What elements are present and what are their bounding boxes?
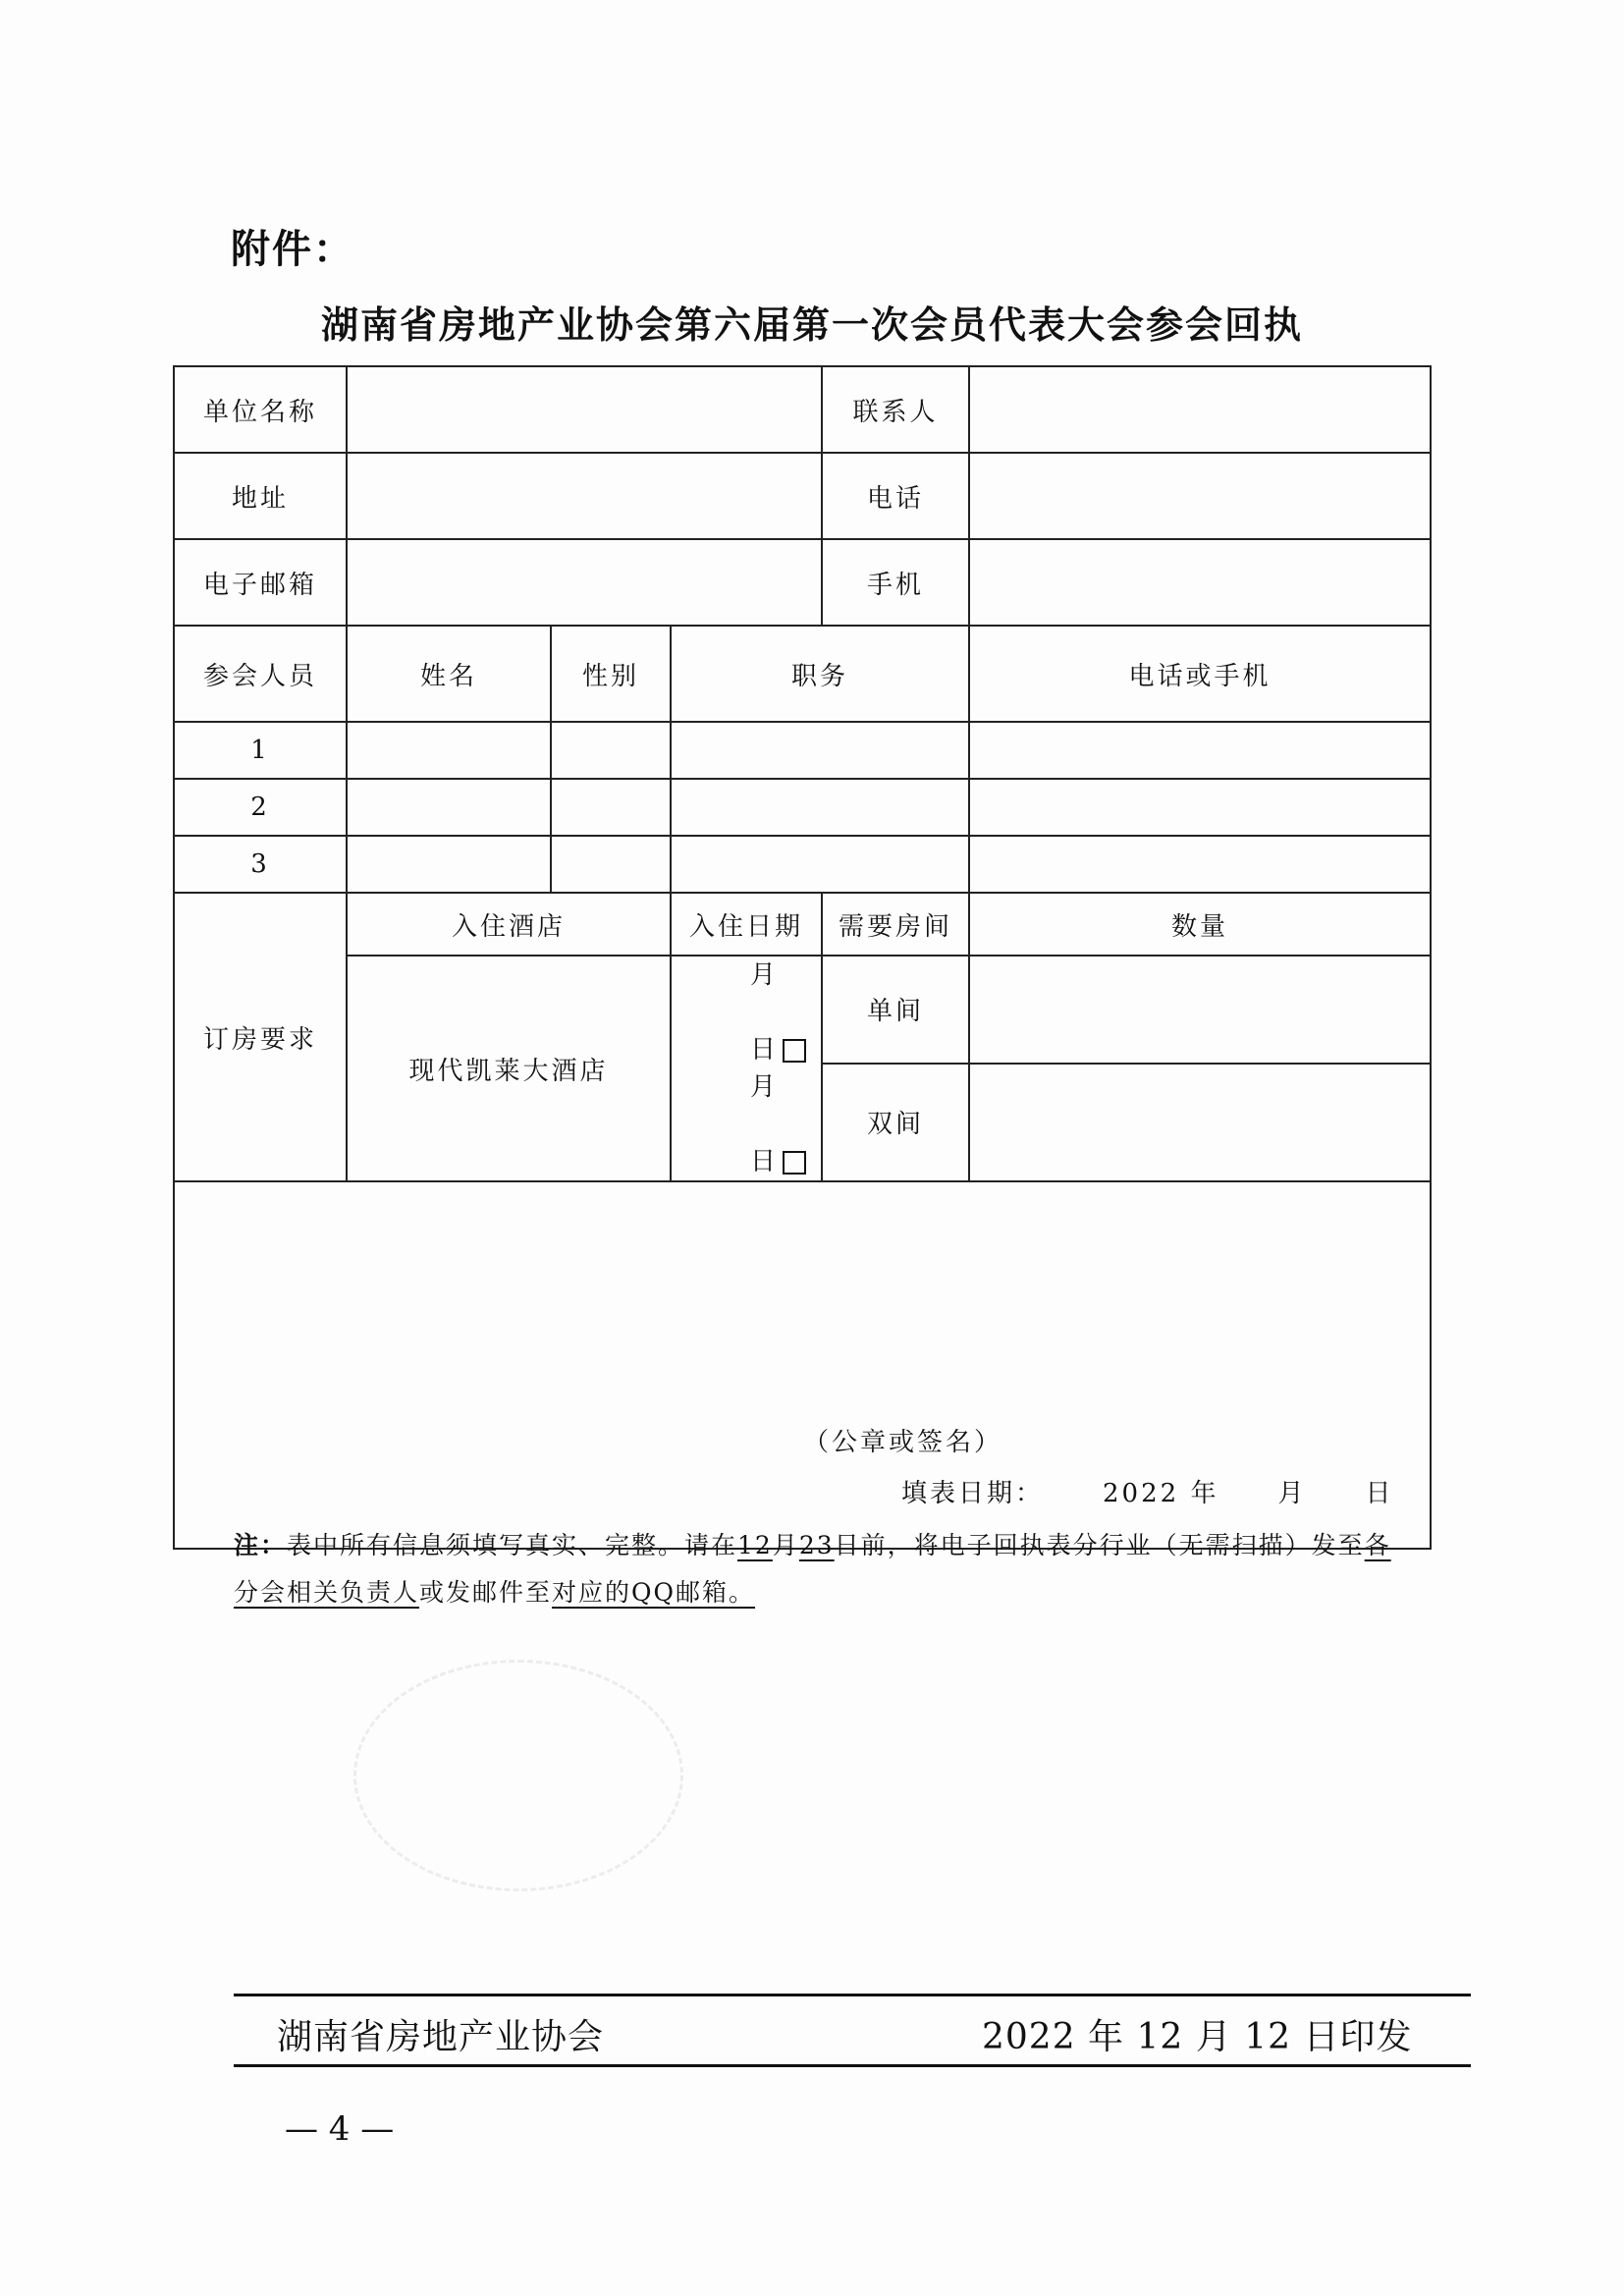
note-text-1: 表中所有信息须填写真实、完整。请在 — [287, 1531, 738, 1559]
attendees-header-row — [174, 626, 1431, 722]
email-target: 对应的QQ邮箱。 — [552, 1578, 756, 1607]
checkbox[interactable] — [783, 1039, 806, 1063]
fill-day: 日 — [1365, 1479, 1394, 1508]
mobile-field[interactable] — [969, 539, 1431, 626]
attendees-label: 参会人员 — [174, 626, 347, 722]
fill-date — [901, 1473, 1393, 1509]
contact-person-label: 联系人 — [822, 366, 969, 453]
attendee-gender-field[interactable] — [551, 722, 671, 779]
email-label: 电子邮箱 — [174, 539, 347, 626]
deadline-month: 12 — [737, 1531, 773, 1559]
attendee-row-number: 2 — [174, 779, 347, 836]
attendee-row-number: 1 — [174, 722, 347, 779]
contact-person-field[interactable] — [969, 366, 1431, 453]
mobile-label: 手机 — [822, 539, 969, 626]
recipient: 各分会相关负责人 — [234, 1531, 1391, 1607]
room-need-header: 需要房间 — [822, 893, 969, 956]
row-email — [174, 539, 1431, 626]
attendee-row — [174, 722, 1431, 779]
attendee-row — [174, 836, 1431, 893]
checkbox[interactable] — [783, 1151, 806, 1175]
name-header: 姓名 — [347, 626, 551, 722]
faded-seal-stamp — [353, 1660, 683, 1891]
note — [234, 1522, 1392, 1616]
attendee-name-field[interactable] — [347, 779, 551, 836]
checkin-date-header: 入住日期 — [671, 893, 822, 956]
attendee-position-field[interactable] — [671, 836, 969, 893]
document-title: 湖南省房地产业协会第六届第一次会员代表大会参会回执 — [320, 303, 1303, 347]
footer-organization: 湖南省房地产业协会 — [277, 2017, 605, 2057]
checkin-date-line — [672, 957, 821, 1068]
deadline-month-unit: 月 — [772, 1531, 799, 1559]
receipt-form — [173, 365, 1432, 1550]
single-room-quantity-field[interactable] — [969, 956, 1431, 1064]
attachment-label: 附件： — [231, 227, 354, 272]
hotel-header: 入住酒店 — [347, 893, 671, 956]
page-number: — 4 — — [285, 2109, 395, 2149]
gender-header: 性别 — [551, 626, 671, 722]
unit-name-field[interactable] — [347, 366, 822, 453]
phone-or-mobile-header: 电话或手机 — [969, 626, 1431, 722]
attendee-row — [174, 779, 1431, 836]
row-address — [174, 453, 1431, 539]
fill-date-label: 填表日期： — [901, 1479, 1045, 1508]
hotel-name: 现代凯莱大酒店 — [347, 956, 671, 1181]
note-label: 注： — [234, 1531, 288, 1559]
footer-top-rule — [234, 1994, 1471, 1996]
fill-year: 2022 年 — [1103, 1479, 1219, 1508]
attendee-row-number: 3 — [174, 836, 347, 893]
double-room-label: 双间 — [822, 1064, 969, 1181]
checkin-date-line — [672, 1068, 821, 1180]
day-unit: 日 — [750, 1147, 780, 1176]
single-room-label: 单间 — [822, 956, 969, 1064]
deadline-day: 23 — [798, 1531, 835, 1559]
seal-or-signature-label: （公章或签名） — [803, 1428, 1003, 1457]
footer-issue-date: 2022 年 12 月 12 日印发 — [982, 2017, 1413, 2057]
booking-single-row — [174, 956, 1431, 1064]
attendee-gender-field[interactable] — [551, 779, 671, 836]
booking-label: 订房要求 — [174, 893, 347, 1181]
day-unit: 日 — [750, 1035, 780, 1065]
note-text-3: 或发邮件至 — [419, 1578, 553, 1607]
attendee-gender-field[interactable] — [551, 836, 671, 893]
fill-month: 月 — [1277, 1479, 1307, 1508]
signature-cell[interactable] — [174, 1181, 1431, 1549]
attendee-phone-field[interactable] — [969, 779, 1431, 836]
row-unit — [174, 366, 1431, 453]
note-text-2: 日前，将电子回执表分行业（无需扫描）发至 — [834, 1531, 1365, 1559]
checkin-date-cell — [671, 956, 822, 1181]
attendee-name-field[interactable] — [347, 722, 551, 779]
footer-bottom-rule — [234, 2064, 1471, 2067]
phone-field[interactable] — [969, 453, 1431, 539]
quantity-header: 数量 — [969, 893, 1431, 956]
attendee-phone-field[interactable] — [969, 722, 1431, 779]
address-field[interactable] — [347, 453, 822, 539]
attendee-name-field[interactable] — [347, 836, 551, 893]
month-unit: 月 — [750, 1072, 780, 1102]
address-label: 地址 — [174, 453, 347, 539]
attendee-position-field[interactable] — [671, 779, 969, 836]
unit-name-label: 单位名称 — [174, 366, 347, 453]
email-field[interactable] — [347, 539, 822, 626]
attendee-position-field[interactable] — [671, 722, 969, 779]
booking-header-row — [174, 893, 1431, 956]
attendee-phone-field[interactable] — [969, 836, 1431, 893]
month-unit: 月 — [750, 960, 780, 990]
double-room-quantity-field[interactable] — [969, 1064, 1431, 1181]
position-header: 职务 — [671, 626, 969, 722]
signature-row — [174, 1181, 1431, 1549]
phone-label: 电话 — [822, 453, 969, 539]
